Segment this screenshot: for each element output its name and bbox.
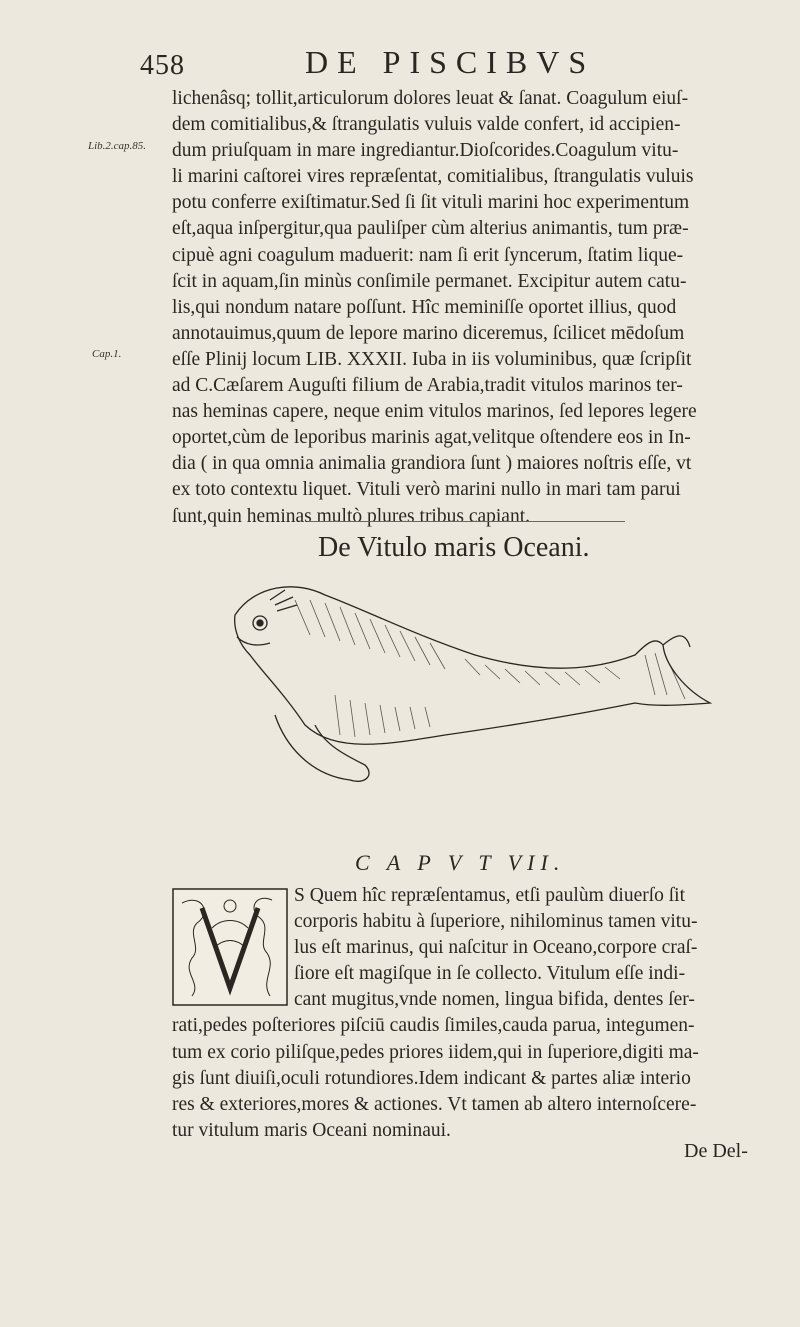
text-line: corporis habitu à ſuperiore, nihilominus tamen vitu-: [294, 911, 698, 933]
text-line: rati,pedes poſteriores piſciū caudis ſimiles,cauda parua, integumen-: [172, 1015, 695, 1037]
text-line: cipuè agni coagulum maduerit: nam ſi erit ſyncerum, ſtatim lique-: [172, 244, 684, 266]
text-line: li marini caſtorei vires repræſentat, comitialibus, ſtrangulatis vuluis: [172, 166, 694, 188]
text-line: lichenâsq; tollit,articulorum dolores leuat & ſanat. Coagulum eiuſ-: [172, 88, 689, 109]
text-line: oportet,cùm de leporibus marinis agat,velitque oſtendere eos in In-: [172, 427, 691, 449]
text-line: ſcit in aquam,ſin minùs conſimile permanet. Excipitur autem catu-: [172, 270, 687, 292]
catchword: De Del-: [684, 1140, 748, 1162]
text-line: lus eſt marinus, qui naſcitur in Oceano,corpore craſ-: [294, 937, 698, 959]
text-line: lis,qui nondum natare poſſunt. Hîc meminiſſe oportet illius, quod: [172, 296, 677, 318]
text-line: dem comitialibus,& ſtrangulatis vuluis valde confert, id accipien-: [172, 114, 681, 136]
text-line: potu conferre exiſtimatur.Sed ſi ſit vituli marini hoc experimentum: [172, 192, 690, 214]
text-line: ex toto contextu liquet. Vituli verò marini nullo in mari tam parui: [172, 479, 681, 501]
main-text-block: [172, 86, 772, 530]
text-line: nas heminas capere, neque enim vitulos marinos, ſed lepores legere: [172, 401, 697, 423]
text-line: tur vitulum maris Oceani nominaui.: [172, 1119, 451, 1141]
margin-note: Cap.1.: [92, 348, 122, 360]
margin-note: Lib.2.cap.85.: [88, 140, 147, 152]
section-rule: [310, 521, 625, 522]
text-line: gis ſunt diuiſi,oculi rotundiores.Idem indicant & partes aliæ interio: [172, 1067, 691, 1089]
text-line: dia ( in qua omnia animalia grandiora ſunt ) maiores noſtris eſſe, vt: [172, 453, 692, 475]
text-line: annotauimus,quum de lepore marino diceremus, ſcilicet mēdoſum: [172, 322, 685, 344]
seal-woodcut-illustration: [215, 575, 715, 800]
text-line: cant mugitus,vnde nomen, lingua bifida, dentes ſer-: [294, 989, 695, 1011]
text-line: S Quem hîc repræſentamus, etſi paulùm diuerſo ſit: [294, 885, 686, 906]
text-line: ſiore eſt magiſque in ſe collecto. Vitulum eſſe indi-: [294, 963, 686, 985]
section-title: De Vitulo maris Oceani.: [318, 532, 590, 563]
text-line: eſt,aqua inſpergitur,qua pauliſper cùm alterius animantis, tum præ-: [172, 218, 689, 240]
running-head: DE PISCIBVS: [305, 44, 596, 80]
text-line: ſunt,quin heminas multò plures tribus capiant.: [172, 505, 530, 527]
chapter-heading: C A P V T VII.: [355, 850, 566, 875]
text-line: res & exteriores,mores & actiones. Vt tamen ab altero internoſcere-: [172, 1093, 697, 1115]
chapter-text-block: [172, 883, 772, 1144]
text-line: eſſe Plinij locum LIB. XXXII. Iuba in iis voluminibus, quæ ſcripſit: [172, 348, 692, 370]
page-number: 458: [140, 50, 185, 81]
text-line: tum ex corio piliſque,pedes priores iidem,qui in ſuperiore,digiti ma-: [172, 1041, 699, 1063]
text-line: ad C.Cæſarem Auguſti filium de Arabia,tradit vitulos marinos ter-: [172, 375, 683, 397]
text-line: dum priuſquam in mare ingrediantur.Dioſcorides.Coagulum vitu-: [172, 140, 679, 162]
